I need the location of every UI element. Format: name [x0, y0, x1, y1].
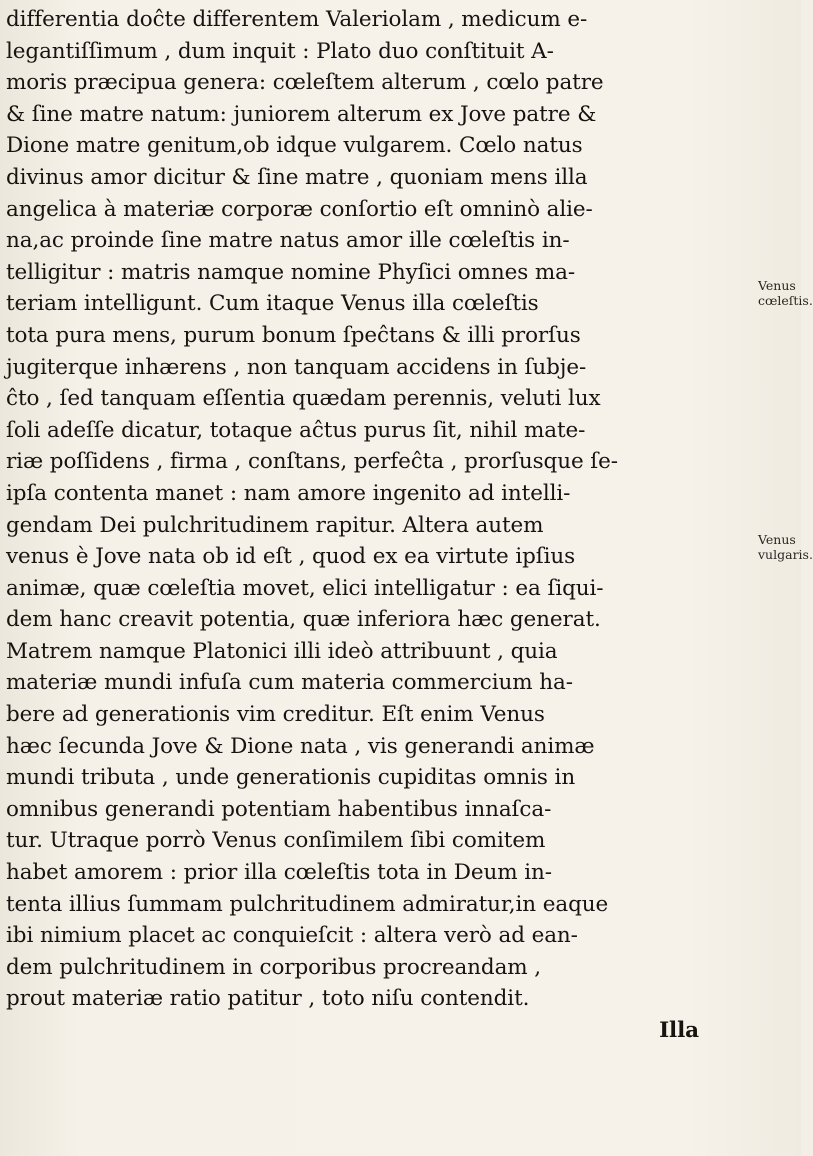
text-line: ipſa contenta manet : nam amore ingenito ad intelli-: [6, 480, 571, 506]
text-line: ibi nimium placet ac conquieſcit : altera verò ad ean-: [6, 923, 578, 949]
text-line: habet amorem : prior illa cœleſtis tota in Deum in-: [6, 860, 552, 886]
marginal-note-venus-caelestis: [758, 278, 813, 308]
text-line: materiæ mundi infuſa cum materia commercium ha-: [6, 670, 573, 696]
marginal-note-venus-vulgaris: [758, 532, 813, 562]
text-line: moris præcipua genera: cœleſtem alterum , cœlo patre: [6, 70, 604, 96]
text-line: angelica à materiæ corporæ conſortio eſt omninò alie-: [6, 196, 593, 222]
text-line: ſoli adeſſe dicatur, totaque aĉtus purus ſit, nihil mate-: [6, 417, 586, 443]
body-text: [6, 4, 751, 1047]
text-line: tenta illius ſummam pulchritudinem admiratur,in eaque: [6, 891, 609, 917]
text-line: animæ, quæ cœleſtia movet, elici intelligatur : ea ſiqui-: [6, 575, 604, 601]
text-line: Dione matre genitum,ob idque vulgarem. Cœlo natus: [6, 133, 583, 159]
marginal-note-line: Venus: [758, 532, 796, 547]
catchword: Illa: [659, 1018, 699, 1043]
text-line: tota pura mens, purum bonum ſpeĉtans & illi prorſus: [6, 322, 581, 348]
text-line: dem pulchritudinem in corporibus procreandam ,: [6, 954, 542, 980]
text-line: divinus amor dicitur & ſine matre , quoniam mens illa: [6, 164, 588, 190]
text-line: gendam Dei pulchritudinem rapitur. Altera autem: [6, 512, 544, 538]
text-line: jugiterque inhærens , non tanquam accidens in ſubje-: [6, 354, 587, 380]
text-line: & ſine matre natum: juniorem alterum ex Jove patre &: [6, 101, 597, 127]
text-line: Matrem namque Platonici illi ideò attribuunt , quia: [6, 638, 558, 664]
text-line: teriam intelligunt. Cum itaque Venus illa cœleſtis: [6, 291, 539, 317]
text-line: na,ac proinde ſine matre natus amor ille cœleſtis in-: [6, 228, 570, 254]
marginal-note-line: cœleſtis.: [758, 293, 813, 308]
text-line: prout materiæ ratio patitur , toto niſu contendit.: [6, 986, 530, 1012]
text-line: legantiſſimum , dum inquit : Plato duo conſtituit A-: [6, 38, 554, 64]
text-line: bere ad generationis vim creditur. Eſt enim Venus: [6, 702, 545, 728]
text-line: omnibus generandi potentiam habentibus innaſca-: [6, 796, 552, 822]
marginal-note-line: vulgaris.: [758, 547, 813, 562]
text-line: ĉto , ſed tanquam eſſentia quædam perennis, veluti lux: [6, 386, 601, 412]
text-line: mundi tributa , unde generationis cupiditas omnis in: [6, 765, 576, 791]
text-line: riæ poſſidens , firma , conſtans, perfeĉta , prorſusque ſe-: [6, 449, 618, 475]
text-line: differentia doĉte differentem Valeriolam , medicum e-: [6, 7, 588, 32]
text-line: tur. Utraque porrò Venus conſimilem ſibi comitem: [6, 828, 546, 854]
text-line: hæc ſecunda Jove & Dione nata , vis generandi animæ: [6, 733, 595, 759]
marginal-note-line: Venus: [758, 278, 796, 293]
text-line: dem hanc creavit potentia, quæ inferiora hæc generat.: [6, 607, 601, 633]
text-line: venus è Jove nata ob id eſt , quod ex ea virtute ipſius: [6, 544, 576, 570]
text-line: telligitur : matris namque nomine Phyſici omnes ma-: [6, 259, 576, 285]
